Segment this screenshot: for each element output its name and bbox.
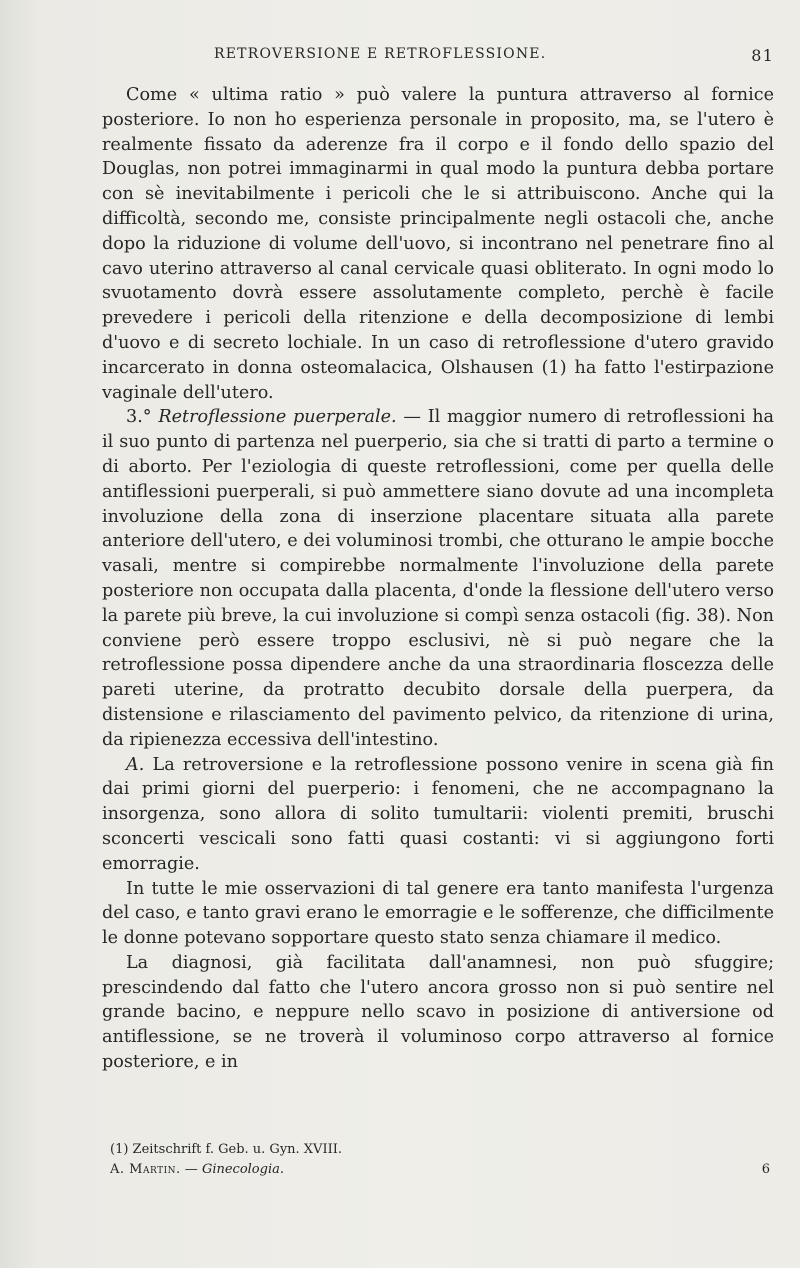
footer-book-title: Ginecologia. xyxy=(201,1162,284,1177)
section-heading: Retroflessione puerperale. xyxy=(158,407,397,428)
subsection-text: La retroversione e la retroflessione possono venire in scena già fin dai primi giorni del puerperio: i fenomeni, che ne accompagnano la insorgenza, sono allora di solito tumultarii: violenti premiti, bruschi sconcerti vescicali sono fatti quasi costanti: vi si aggiungono forti emorragie. xyxy=(102,754,774,874)
paragraph-osservazioni: In tutte le mie osservazioni di tal genere era tanto manifesta l'urgenza del caso, e tanto gravi erano le emorragie e le sofferenze, che difficilmente le donne potevano sopportare questo stato senza chiamare il medico. xyxy=(102,878,774,949)
paragraph-diagnosi: La diagnosi, già facilitata dall'anamnesi, non può sfuggire; prescindendo dal fatto che l'utero ancora grosso non si può sentire nel grande bacino, e neppure nello scavo in posizione di antiversione od antiflessione, se ne troverà il voluminoso corpo attraverso al fornice posteriore, e in xyxy=(102,952,774,1073)
running-title: RETROVERSIONE E RETROFLESSIONE. xyxy=(214,46,547,62)
footnote: (1) Zeitschrift f. Geb. u. Gyn. XVIII. xyxy=(110,1142,342,1157)
signature-mark: 6 xyxy=(761,1162,770,1177)
paragraph-puntura: Come « ultima ratio » può valere la puntura attraverso al fornice posteriore. Io non ho esperienza personale in proposito, ma, se l'utero è realmente fissato da aderenze fra il corpo e il fondo dello spazio del Douglas, non potrei immaginarmi in qual modo la puntura debba portare con sè inevitabilmente i pericoli che le si attribuiscono. Anche qui la difficoltà, secondo me, consiste principalmente negli ostacoli che, anche dopo la riduzione di volume dell'uovo, si incontrano nel penetrare fino al cavo uterino attraverso al canal cervicale quasi obliterato. In ogni modo lo svuotamento dovrà essere assolutamente completo, perchè è facile prevedere i pericoli della ritenzione e della decomposizione di lembi d'uovo e di secreto lochiale. In un caso di retroflessione d'utero gravido incarcerato in donna osteomalacica, Olshausen (1) ha fatto l'estirpazione vaginale dell'utero. xyxy=(102,85,774,403)
paragraph-retroflessione-puerperale xyxy=(102,405,774,752)
page-number: 81 xyxy=(751,46,774,65)
page-header xyxy=(102,46,774,70)
subsection-label: A. xyxy=(126,754,145,775)
paragraph-section-a xyxy=(102,753,774,877)
footer-dash: — xyxy=(184,1162,198,1177)
footer-author: A. Martin. xyxy=(110,1162,181,1177)
body-text xyxy=(102,83,774,1075)
section-number: 3.° xyxy=(126,407,152,428)
book-footer xyxy=(102,1160,774,1180)
section-text: — Il maggior numero di retroflessioni ha il suo punto di partenza nel puerperio, sia che si tratti di parto a termine o di aborto. Per l'eziologia di queste retroflessioni, come per quella delle antiflessioni puerperali, si può ammettere siano dovute ad una incompleta involuzione della zona di inserzione placentare situata alla parete anteriore dell'utero, e dei voluminosi trombi, che otturano le ampie bocche vasali, mentre si compirebbe normalmente l'involuzione della parete posteriore non occupata dalla placenta, d'onde la flessione dell'utero verso la parete più breve, la cui involuzione si compì senza ostacoli (fig. 38). Non conviene però essere troppo esclusivi, nè si può negare che la retroflessione possa dipendere anche da una straordinaria floscezza delle pareti uterine, da protratto decubito dorsale della puerpera, da distensione e rilasciamento del pavimento pelvico, da ritenzione di urina, da ripienezza eccessiva dell'intestino. xyxy=(102,407,775,750)
footnotes xyxy=(102,1140,774,1180)
